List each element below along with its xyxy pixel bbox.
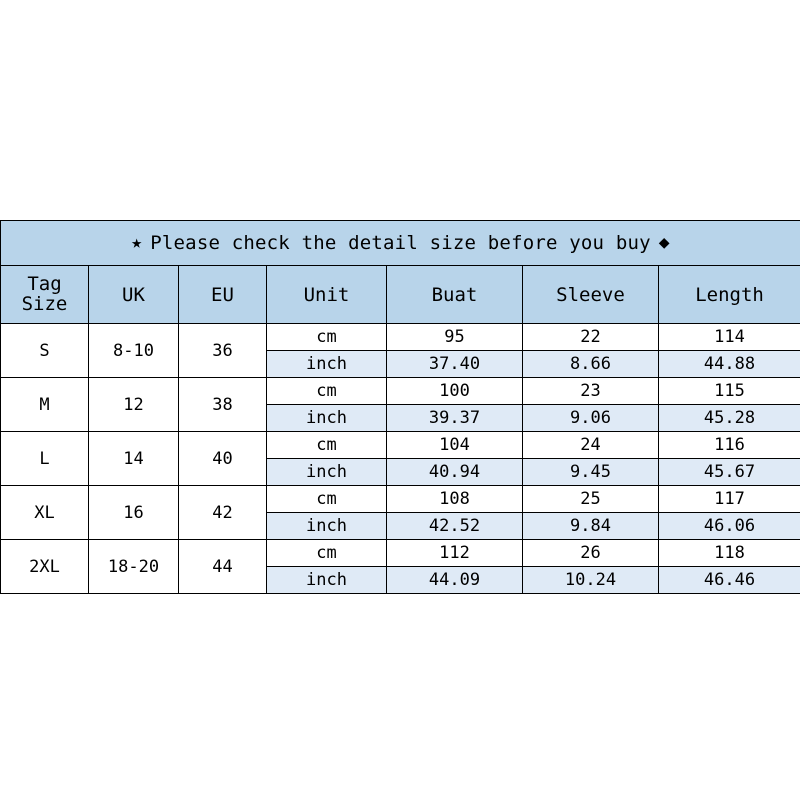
- cell-length-cm: 114: [659, 324, 800, 351]
- cell-uk: 14: [89, 432, 179, 486]
- cell-size: 2XL: [1, 540, 89, 594]
- cell-eu: 42: [179, 486, 267, 540]
- cell-length-inch: 44.88: [659, 351, 800, 378]
- cell-unit-inch: inch: [267, 567, 387, 594]
- cell-size: S: [1, 324, 89, 378]
- table-row: [1, 432, 800, 459]
- cell-sleeve-cm: 23: [523, 378, 659, 405]
- cell-unit-inch: inch: [267, 351, 387, 378]
- cell-sleeve-inch: 8.66: [523, 351, 659, 378]
- cell-length-inch: 45.67: [659, 459, 800, 486]
- cell-bust-inch: 44.09: [387, 567, 523, 594]
- cell-unit-inch: inch: [267, 459, 387, 486]
- cell-sleeve-inch: 10.24: [523, 567, 659, 594]
- cell-length-cm: 116: [659, 432, 800, 459]
- table-row: [1, 324, 800, 351]
- cell-bust-inch: 39.37: [387, 405, 523, 432]
- header-tag-size-line1: Tag: [27, 272, 62, 295]
- cell-unit-cm: cm: [267, 378, 387, 405]
- cell-bust-inch: 40.94: [387, 459, 523, 486]
- cell-sleeve-cm: 26: [523, 540, 659, 567]
- cell-length-cm: 118: [659, 540, 800, 567]
- banner-text: Please check the detail size before you buy: [150, 232, 651, 254]
- cell-uk: 8-10: [89, 324, 179, 378]
- cell-size: XL: [1, 486, 89, 540]
- cell-bust-inch: 42.52: [387, 513, 523, 540]
- table-header-row: [1, 266, 800, 324]
- size-chart-table: [0, 220, 800, 594]
- star-icon: ★: [131, 232, 143, 253]
- cell-unit-cm: cm: [267, 432, 387, 459]
- cell-unit-cm: cm: [267, 540, 387, 567]
- header-sleeve: Sleeve: [523, 266, 659, 324]
- cell-sleeve-cm: 25: [523, 486, 659, 513]
- banner-row: [1, 221, 800, 266]
- header-unit: Unit: [267, 266, 387, 324]
- cell-uk: 12: [89, 378, 179, 432]
- cell-sleeve-inch: 9.84: [523, 513, 659, 540]
- cell-bust-cm: 108: [387, 486, 523, 513]
- cell-uk: 18-20: [89, 540, 179, 594]
- header-eu: EU: [179, 266, 267, 324]
- cell-bust-cm: 112: [387, 540, 523, 567]
- cell-length-cm: 117: [659, 486, 800, 513]
- header-length: Length: [659, 266, 800, 324]
- cell-eu: 38: [179, 378, 267, 432]
- table-row: [1, 540, 800, 567]
- cell-unit-inch: inch: [267, 513, 387, 540]
- cell-size: M: [1, 378, 89, 432]
- cell-bust-inch: 37.40: [387, 351, 523, 378]
- cell-eu: 40: [179, 432, 267, 486]
- cell-length-inch: 46.46: [659, 567, 800, 594]
- cell-length-cm: 115: [659, 378, 800, 405]
- cell-uk: 16: [89, 486, 179, 540]
- diamond-icon: ◆: [658, 232, 670, 253]
- cell-unit-cm: cm: [267, 486, 387, 513]
- header-uk: UK: [89, 266, 179, 324]
- cell-length-inch: 46.06: [659, 513, 800, 540]
- cell-length-inch: 45.28: [659, 405, 800, 432]
- cell-bust-cm: 104: [387, 432, 523, 459]
- cell-bust-cm: 95: [387, 324, 523, 351]
- cell-unit-cm: cm: [267, 324, 387, 351]
- cell-size: L: [1, 432, 89, 486]
- header-tag-size-line2: Size: [21, 292, 68, 315]
- cell-eu: 44: [179, 540, 267, 594]
- cell-unit-inch: inch: [267, 405, 387, 432]
- cell-sleeve-inch: 9.45: [523, 459, 659, 486]
- cell-sleeve-cm: 24: [523, 432, 659, 459]
- cell-sleeve-inch: 9.06: [523, 405, 659, 432]
- table-row: [1, 378, 800, 405]
- cell-sleeve-cm: 22: [523, 324, 659, 351]
- table-row: [1, 486, 800, 513]
- header-bust: Buat: [387, 266, 523, 324]
- banner-cell: [1, 221, 800, 266]
- header-tag-size: [1, 266, 89, 324]
- cell-bust-cm: 100: [387, 378, 523, 405]
- cell-eu: 36: [179, 324, 267, 378]
